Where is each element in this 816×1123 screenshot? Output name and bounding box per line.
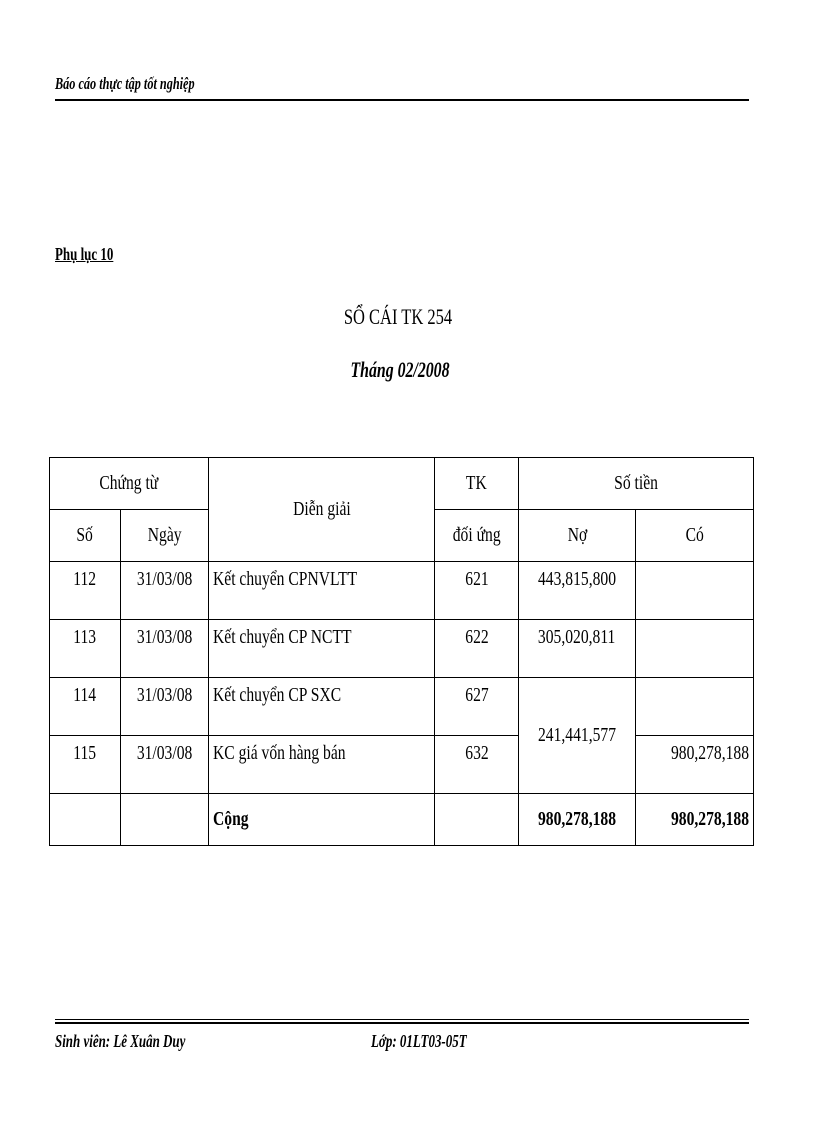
row-credit: 980,278,188 (636, 736, 754, 794)
header-credit: Có (636, 510, 754, 562)
footer-class: Lớp: 01LT03-05T (371, 1031, 467, 1051)
total-date-empty (121, 794, 209, 846)
report-header-title: Báo cáo thực tập tốt nghiệp (55, 74, 195, 93)
row-number: 115 (50, 736, 121, 794)
header-number: Số (50, 510, 121, 562)
row-credit (636, 562, 754, 620)
header-voucher: Chứng từ (50, 458, 209, 510)
total-debit: 980,278,188 (519, 794, 636, 846)
header-account-line1: TK (435, 458, 519, 510)
row-account: 627 (435, 678, 519, 736)
row-account: 621 (435, 562, 519, 620)
header-account-line2: đối ứng (435, 510, 519, 562)
row-number: 114 (50, 678, 121, 736)
row-account: 622 (435, 620, 519, 678)
table-row (50, 562, 754, 620)
row-description: Kết chuyển CPNVLTT (209, 562, 435, 620)
row-description: KC giá vốn hàng bán (209, 736, 435, 794)
header-divider (55, 99, 749, 101)
total-label: Cộng (209, 794, 435, 846)
row-description: Kết chuyển CP NCTT (209, 620, 435, 678)
ledger-table (49, 457, 754, 846)
ledger-title: SỔ CÁI TK 254 (343, 304, 453, 329)
row-date: 31/03/08 (121, 736, 209, 794)
header-row-1 (50, 458, 754, 510)
footer-divider-thick (55, 1022, 749, 1024)
ledger-period: Tháng 02/2008 (350, 357, 450, 382)
row-date: 31/03/08 (121, 562, 209, 620)
total-credit: 980,278,188 (636, 794, 754, 846)
row-credit (636, 620, 754, 678)
footer-divider-thin (55, 1019, 749, 1020)
row-debit: 305,020,811 (519, 620, 636, 678)
row-number: 113 (50, 620, 121, 678)
table-row (50, 736, 754, 794)
row-date: 31/03/08 (121, 678, 209, 736)
table-row (50, 678, 754, 736)
header-amount: Số tiền (519, 458, 754, 510)
header-description: Diễn giải (209, 458, 435, 562)
total-row (50, 794, 754, 846)
row-debit: 443,815,800 (519, 562, 636, 620)
table-row (50, 620, 754, 678)
row-account: 632 (435, 736, 519, 794)
header-date: Ngày (121, 510, 209, 562)
total-account-empty (435, 794, 519, 846)
row-number: 112 (50, 562, 121, 620)
row-debit-merged: 241,441,577 (519, 678, 636, 794)
footer-student: Sinh viên: Lê Xuân Duy (55, 1031, 186, 1051)
header-debit: Nợ (519, 510, 636, 562)
appendix-label: Phụ lục 10 (55, 244, 114, 264)
total-number-empty (50, 794, 121, 846)
row-description: Kết chuyển CP SXC (209, 678, 435, 736)
row-date: 31/03/08 (121, 620, 209, 678)
row-credit (636, 678, 754, 736)
